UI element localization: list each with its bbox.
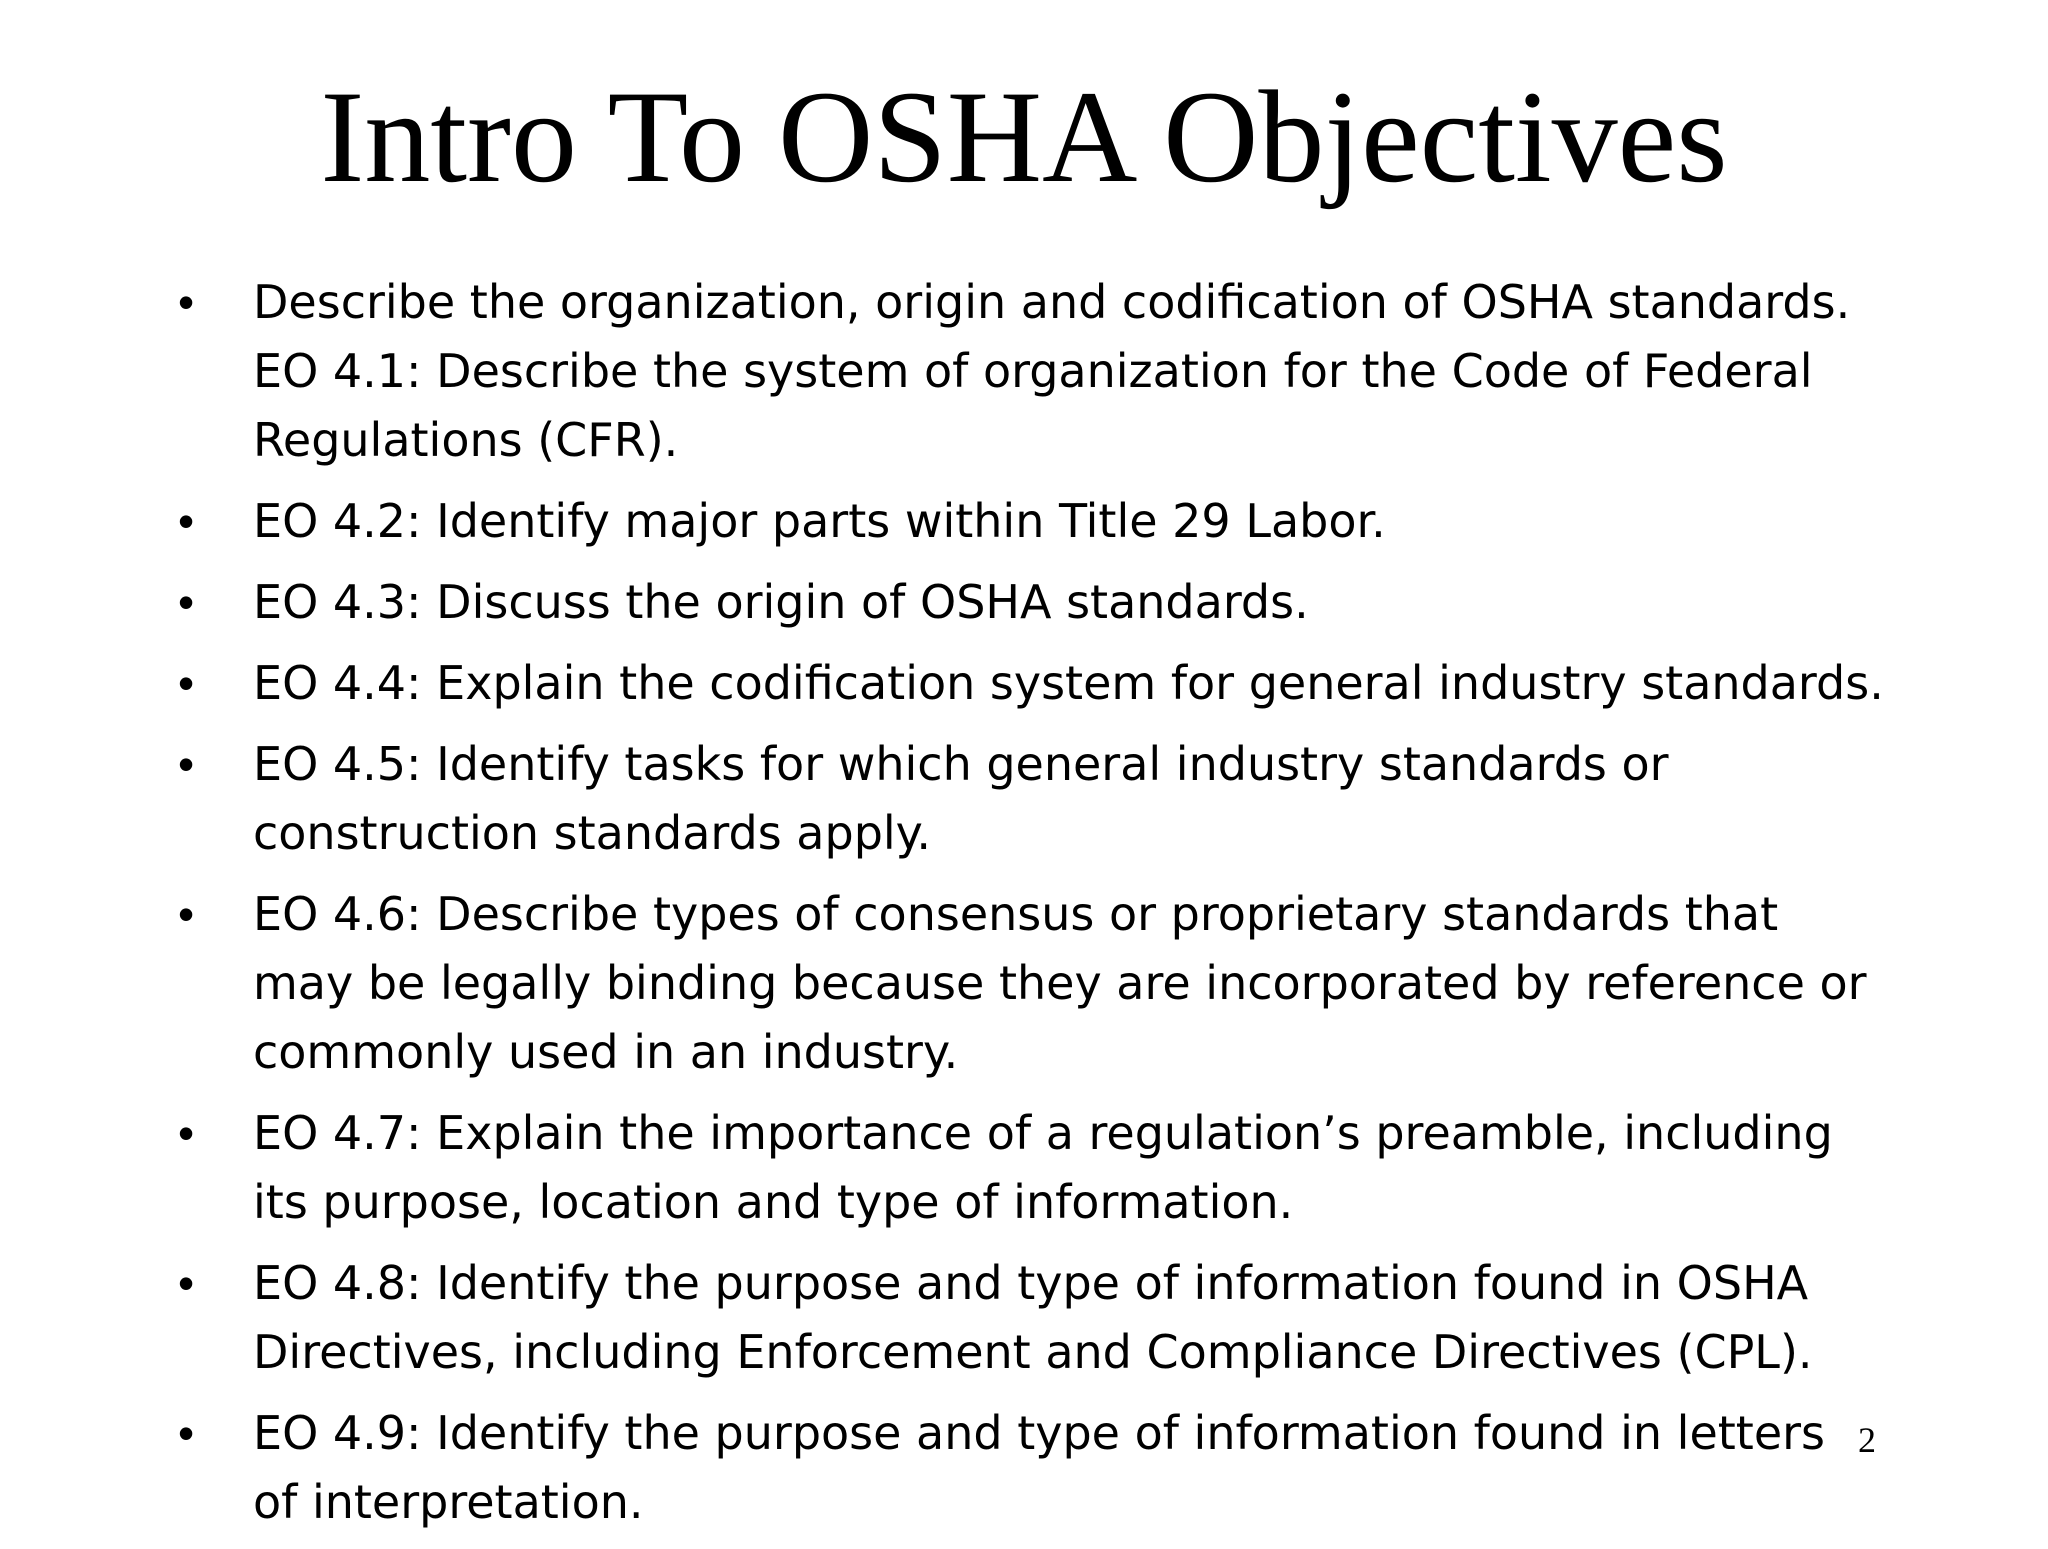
bullet-text [253, 730, 1898, 868]
objectives-list [178, 268, 1898, 1549]
bullet-line: EO 4.5: Identify tasks for which general industry standards or [253, 737, 1669, 791]
bullet-icon: • [178, 1107, 195, 1159]
bullet-line: EO 4.9: Identify the purpose and type of information found in letters [253, 1406, 1826, 1460]
bullet-text [253, 268, 1898, 475]
bullet-text [253, 568, 1898, 637]
bullet-line: commonly used in an industry. [253, 1025, 959, 1079]
bullet-icon: • [178, 888, 195, 940]
bullet-line: EO 4.4: Explain the codification system for general industry standards. [253, 656, 1884, 710]
bullet-line: Regulations (CFR). [253, 413, 679, 467]
bullet-item [178, 487, 1898, 556]
bullet-line: EO 4.1: Describe the system of organization for the Code of Federal [253, 344, 1813, 398]
bullet-line: its purpose, location and type of information. [253, 1175, 1294, 1229]
bullet-text [253, 880, 1898, 1087]
bullet-icon: • [178, 1407, 195, 1459]
bullet-item [178, 880, 1898, 1087]
bullet-line: of interpretation. [253, 1475, 644, 1529]
bullet-text [253, 487, 1898, 556]
bullet-item [178, 730, 1898, 868]
bullet-line: EO 4.2: Identify major parts within Title 29 Labor. [253, 494, 1386, 548]
bullet-line: EO 4.6: Describe types of consensus or proprietary standards that [253, 887, 1779, 941]
bullet-text [253, 1399, 1898, 1537]
bullet-item [178, 649, 1898, 718]
bullet-line: EO 4.7: Explain the importance of a regulation’s preamble, including [253, 1106, 1833, 1160]
bullet-icon: • [178, 495, 195, 547]
bullet-line: may be legally binding because they are incorporated by reference or [253, 956, 1867, 1010]
bullet-icon: • [178, 738, 195, 790]
page-number: 2 [1858, 1420, 1876, 1460]
bullet-line: EO 4.8: Identify the purpose and type of information found in OSHA [253, 1256, 1809, 1310]
bullet-text [253, 1099, 1898, 1237]
bullet-text [253, 1249, 1898, 1387]
bullet-text [253, 649, 1898, 718]
bullet-line: construction standards apply. [253, 806, 931, 860]
bullet-line: EO 4.3: Discuss the origin of OSHA standards. [253, 575, 1309, 629]
bullet-icon: • [178, 1257, 195, 1309]
bullet-item [178, 568, 1898, 637]
bullet-item [178, 1249, 1898, 1387]
bullet-icon: • [178, 657, 195, 709]
bullet-icon: • [178, 276, 195, 328]
bullet-item [178, 1099, 1898, 1237]
bullet-line: Directives, including Enforcement and Compliance Directives (CPL). [253, 1325, 1813, 1379]
bullet-icon: • [178, 576, 195, 628]
bullet-item [178, 268, 1898, 475]
bullet-item [178, 1399, 1898, 1537]
slide-title: Intro To OSHA Objectives [320, 63, 1728, 210]
bullet-line: Describe the organization, origin and codification of OSHA standards. [253, 275, 1851, 329]
